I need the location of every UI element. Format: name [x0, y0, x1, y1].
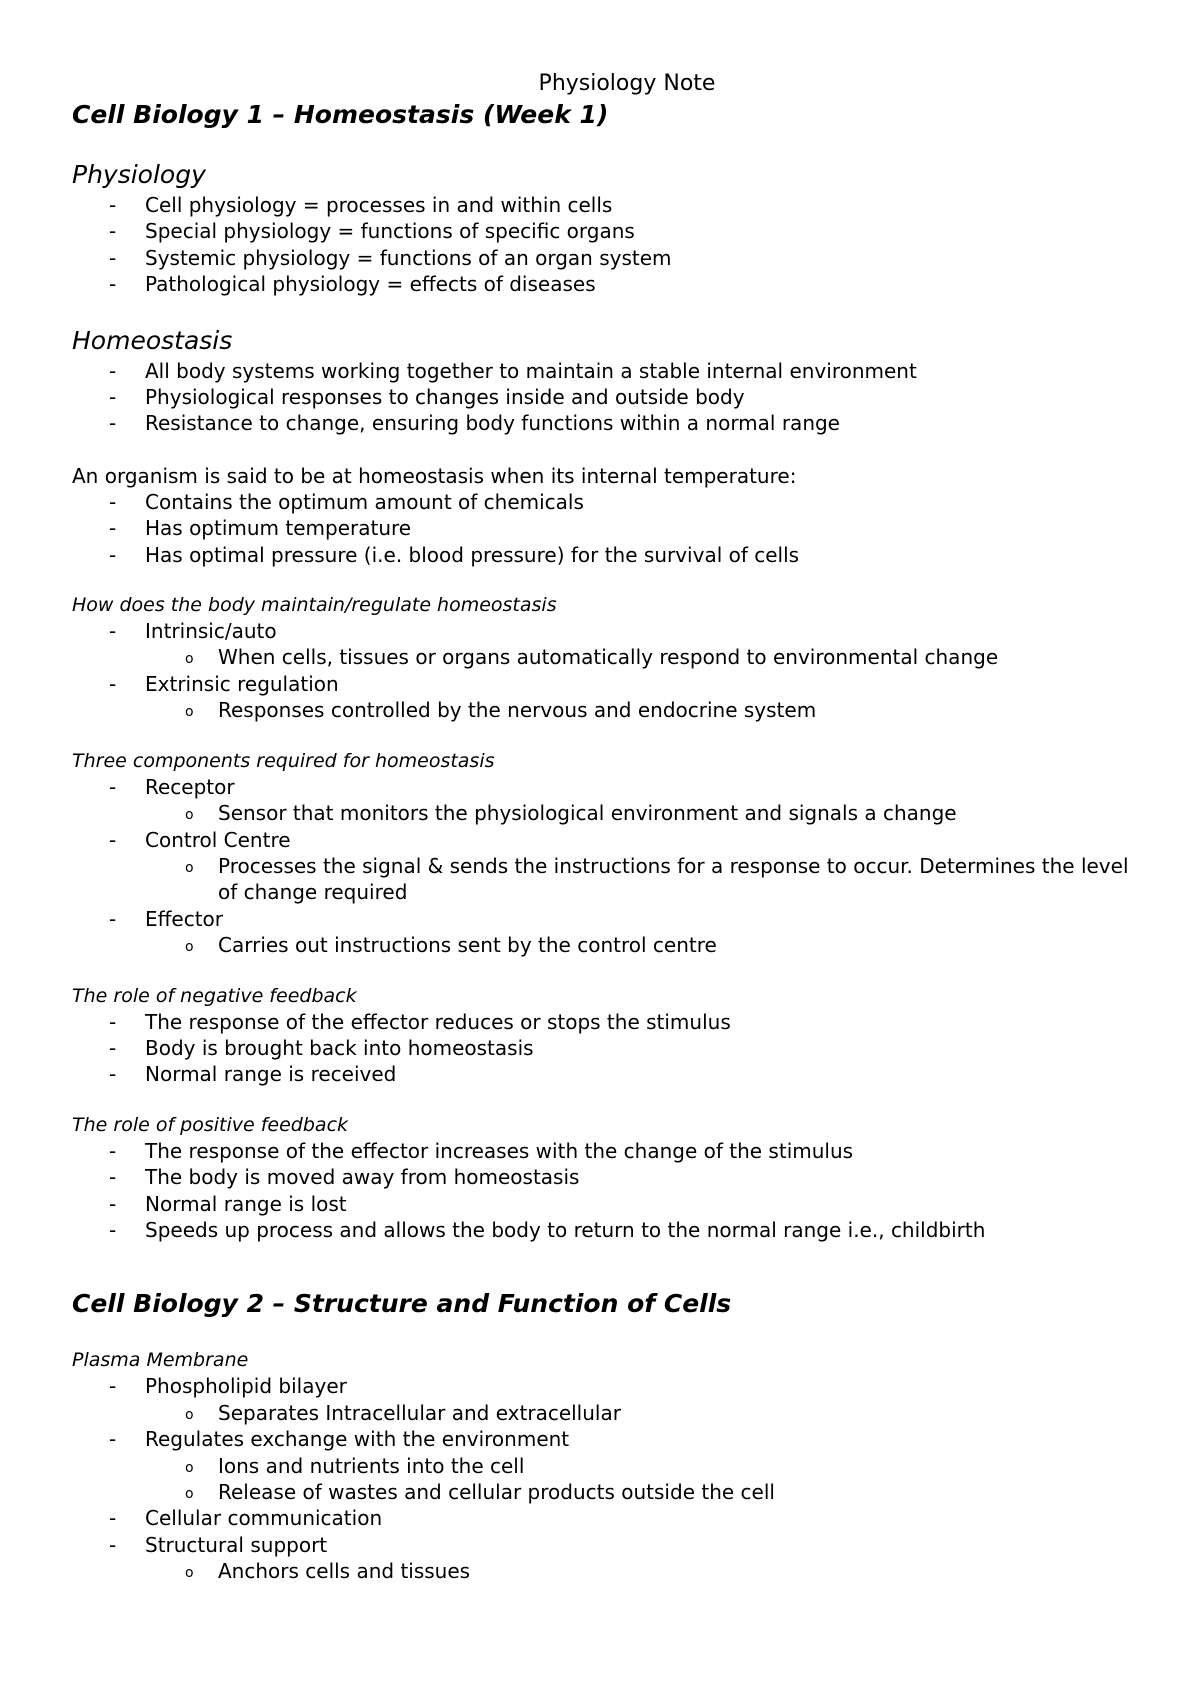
homeostasis-heading: Homeostasis: [72, 325, 233, 355]
plasma-membrane-list: [72, 1373, 1142, 1584]
sub-list-item: o Ions and nutrients into the cell: [185, 1453, 525, 1478]
regulate-list: [72, 618, 1142, 724]
list-item: - Cell physiology = processes in and within cells: [109, 193, 613, 217]
physiology-list: [72, 192, 1142, 298]
document-page: [72, 70, 1142, 1585]
negative-feedback-list: [72, 1009, 1142, 1088]
sub-list-item: o Anchors cells and tissues: [185, 1559, 471, 1584]
list-item: - Phospholipid bilayer o Separates Intracellular and extracellular: [72, 1373, 1142, 1426]
list-item: - The response of the effector reduces or stops the stimulus: [109, 1009, 731, 1034]
sub-list-item: o Separates Intracellular and extracellular: [185, 1400, 621, 1425]
homeostasis-intro: An organism is said to be at homeostasis when its internal temperature:: [72, 463, 797, 488]
list-item: - Body is brought back into homeostasis: [109, 1035, 534, 1060]
list-item: - Normal range is received: [109, 1062, 397, 1087]
sub-list-item: o Processes the signal & sends the instructions for a response to occur. Determines the level of change required: [185, 853, 1129, 905]
positive-feedback-heading: The role of positive feedback: [72, 1113, 349, 1136]
list-item: - Pathological physiology = effects of diseases: [109, 272, 596, 297]
physiology-heading: Physiology: [72, 160, 206, 189]
list-item: - Speeds up process and allows the body to return to the normal range i.e., childbirth: [109, 1217, 986, 1242]
section-heading-cell-biology-1: Cell Biology 1 – Homeostasis (Week 1): [72, 100, 609, 129]
document-title: Physiology Note: [538, 71, 716, 96]
list-item: - Physiological responses to changes inside and outside body: [109, 385, 745, 410]
sub-list-item: o When cells, tissues or organs automatically respond to environmental change: [185, 645, 999, 670]
components-list: [72, 774, 1142, 959]
list-item: - Extrinsic regulation o Responses controlled by the nervous and endocrine system: [72, 671, 1142, 724]
list-item: - Normal range is lost: [109, 1191, 347, 1216]
homeostasis-conditions-list: [72, 489, 1142, 568]
list-item: - Receptor o Sensor that monitors the physiological environment and signals a change: [72, 774, 1142, 827]
negative-feedback-heading: The role of negative feedback: [72, 984, 357, 1007]
plasma-membrane-heading: Plasma Membrane: [72, 1349, 249, 1372]
section-heading-cell-biology-2: Cell Biology 2 – Structure and Function of Cells: [72, 1289, 732, 1319]
sub-list-item: o Release of wastes and cellular products outside the cell: [185, 1480, 775, 1504]
list-item: - The response of the effector increases with the change of the stimulus: [109, 1138, 854, 1163]
list-item: - Intrinsic/auto o When cells, tissues or organs automatically respond to environmental change: [72, 618, 1142, 671]
list-item: - Systemic physiology = functions of an organ system: [109, 245, 672, 270]
list-item: - Has optimum temperature: [109, 516, 412, 541]
list-item: - Effector o Carries out instructions sent by the control centre: [72, 906, 1142, 959]
list-item: - Resistance to change, ensuring body functions within a normal range: [109, 411, 840, 436]
list-item: - Contains the optimum amount of chemicals: [109, 489, 584, 514]
positive-feedback-list: [72, 1138, 1142, 1244]
components-heading: Three components required for homeostasis: [72, 749, 495, 772]
homeostasis-list: [72, 358, 1142, 437]
list-item: - Special physiology = functions of specific organs: [109, 219, 635, 244]
list-item: - Cellular communication: [109, 1506, 383, 1531]
sub-list-item: o Carries out instructions sent by the control centre: [185, 933, 717, 958]
list-item: - Has optimal pressure (i.e. blood pressure) for the survival of cells: [109, 542, 800, 567]
list-item: - Structural support o Anchors cells and tissues: [72, 1532, 1142, 1585]
list-item: - Control Centre o Processes the signal & sends the instructions for a response to occur. Determines the level of change required: [72, 827, 1142, 906]
sub-list-item: o Responses controlled by the nervous and endocrine system: [185, 698, 817, 723]
regulate-heading: How does the body maintain/regulate homeostasis: [72, 594, 557, 617]
list-item: - The body is moved away from homeostasis: [109, 1165, 580, 1190]
list-item: - Regulates exchange with the environment o Ions and nutrients into the cell o Release of wastes and cellular products outside the cell: [72, 1426, 1142, 1505]
sub-list-item: o Sensor that monitors the physiological environment and signals a change: [185, 801, 957, 826]
list-item: - All body systems working together to maintain a stable internal environment: [109, 358, 917, 383]
